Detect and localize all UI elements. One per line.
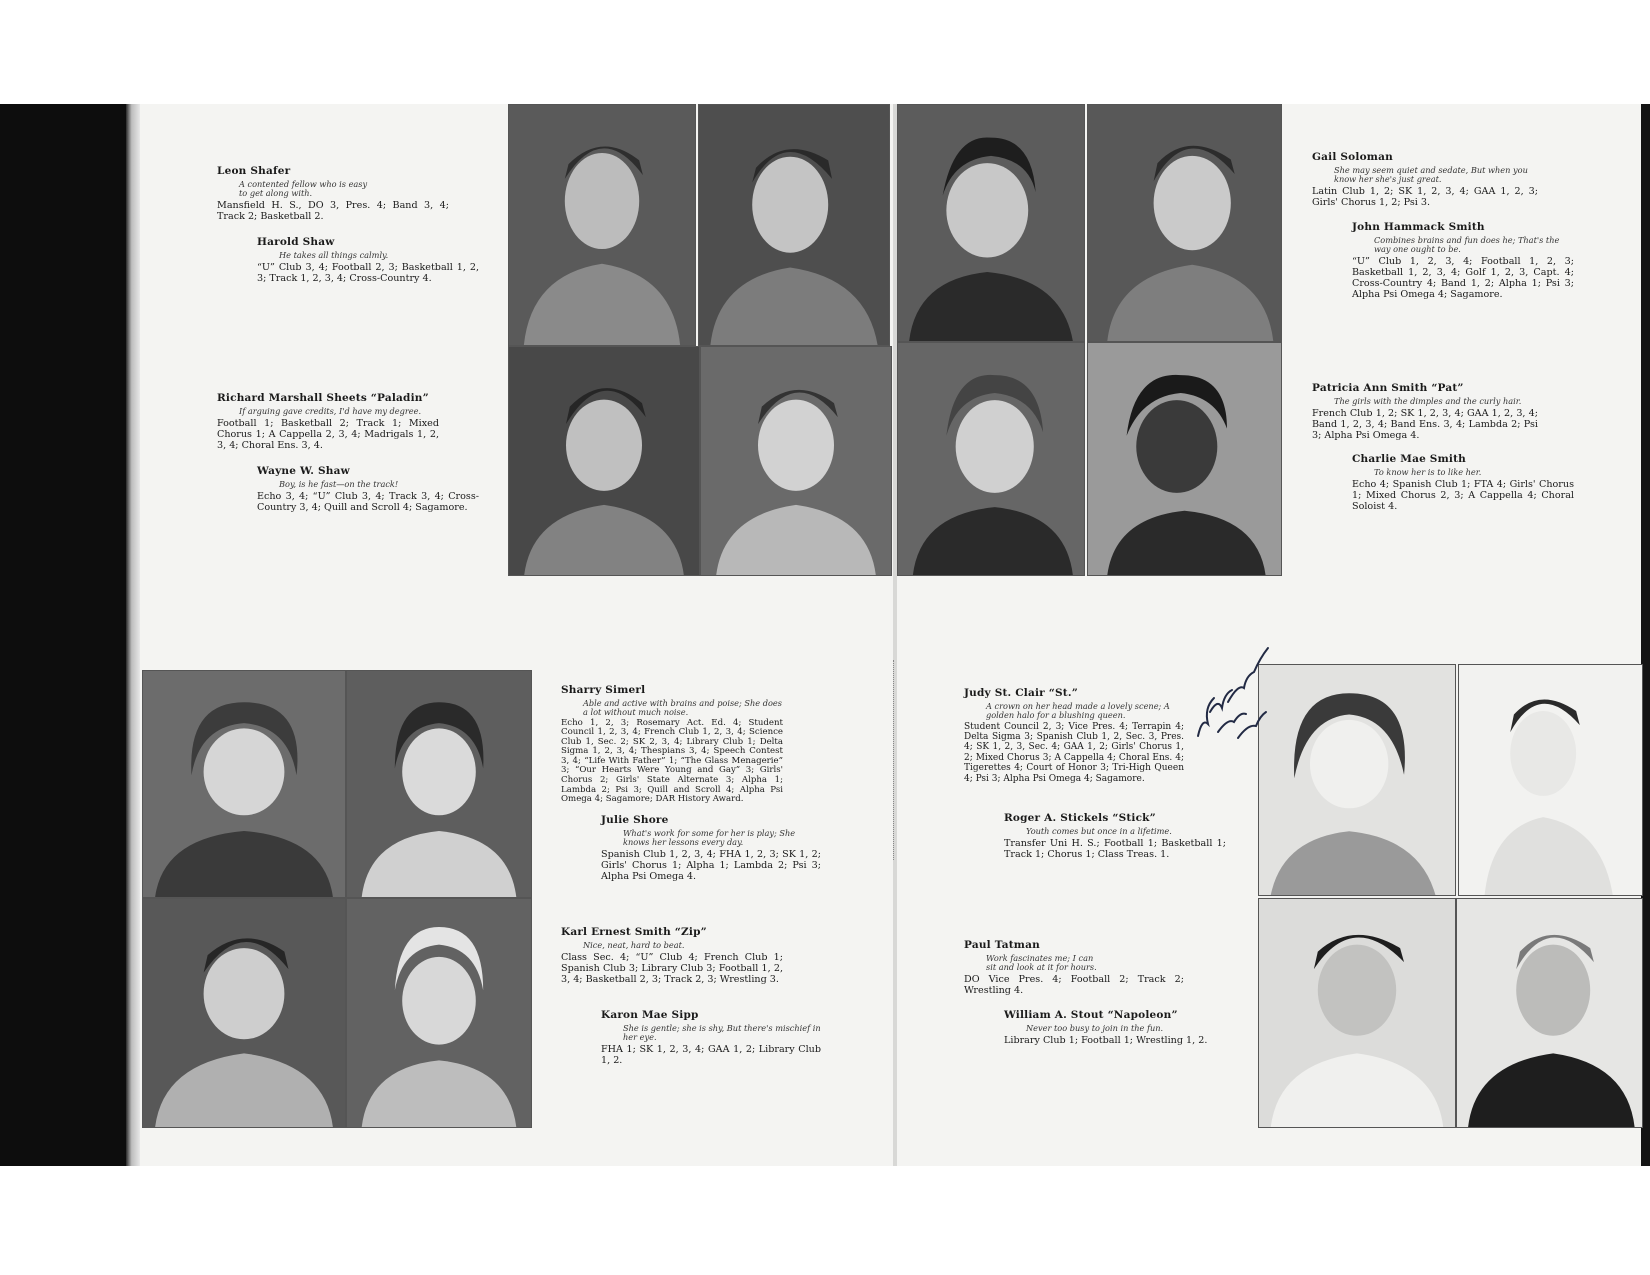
- student-motto: Combines brains and fun does he; That's the way one ought to be.: [1374, 234, 1560, 254]
- student-motto: Youth comes but once in a lifetime.: [1026, 825, 1172, 836]
- student-activities: Echo 4; Spanish Club 1; FTA 4; Girls' Chorus 1; Mixed Chorus 2, 3; A Cappella 4; Choral Soloist 4.: [1352, 478, 1574, 512]
- student-entry: [964, 940, 1184, 996]
- student-entry: [217, 393, 439, 451]
- student-motto: Nice, neat, hard to beat.: [583, 939, 685, 950]
- student-entry: [1352, 222, 1574, 300]
- student-entry: [1312, 152, 1538, 208]
- student-entry: [561, 685, 783, 805]
- student-name: William A. Stout “Napoleon”: [1004, 1009, 1178, 1021]
- student-entry: [1004, 813, 1226, 860]
- student-activities: Football 1; Basketball 2; Track 1; Mixed Chorus 1; A Cappella 2, 3, 4; Madrigals 1, 2, 3, 4; Choral Ens. 3, 4.: [217, 417, 439, 451]
- student-activities: Student Council 2, 3; Vice Pres. 4; Terrapin 4; Delta Sigma 3; Spanish Club 1, 2, Sec. 3, Pres. 4; SK 1, 2, 3, Sec. 4; GAA 1, 2; Girls' Chorus 1, 2; Mixed Chorus 3; A Cappella 4; Choral Ens. 4; Tigerettes 4; Court of Honor 3; Tri-High Queen 4; Psi 3; Alpha Psi Omega 4; Sagamore.: [964, 721, 1184, 784]
- student-motto: A crown on her head made a lovely scene; A golden halo for a blushing queen.: [986, 700, 1170, 720]
- portrait-photo: [698, 104, 890, 346]
- student-name: Karl Ernest Smith “Zip”: [561, 926, 707, 938]
- student-entry: [601, 815, 821, 882]
- portrait-photo: [508, 346, 700, 576]
- gutter-marks: [893, 660, 898, 860]
- student-motto: Boy, is he fast—on the track!: [279, 478, 399, 489]
- student-name: Judy St. Clair “St.”: [964, 687, 1078, 699]
- student-motto: A contented fellow who is easy to get along with.: [239, 178, 368, 198]
- portrait-photo: [1258, 664, 1456, 896]
- student-motto: She is gentle; she is shy, But there's mischief in her eye.: [623, 1022, 821, 1042]
- student-activities: Echo 3, 4; “U” Club 3, 4; Track 3, 4; Cross-Country 3, 4; Quill and Scroll 4; Sagamore.: [257, 490, 479, 513]
- student-name: Gail Soloman: [1312, 151, 1393, 163]
- student-name: John Hammack Smith: [1352, 221, 1485, 233]
- student-motto: To know her is to like her.: [1374, 466, 1482, 477]
- student-name: Wayne W. Shaw: [257, 465, 350, 477]
- portrait-photo: [700, 346, 892, 576]
- student-activities: Library Club 1; Football 1; Wrestling 1, 2.: [1004, 1034, 1208, 1046]
- portrait-photo: [897, 104, 1085, 342]
- student-motto: He takes all things calmly.: [279, 249, 389, 260]
- portrait-photo: [508, 104, 696, 346]
- student-entry: [257, 466, 479, 513]
- student-motto: The girls with the dimples and the curly hair.: [1334, 395, 1522, 406]
- portrait-photo: [897, 342, 1085, 576]
- student-entry: [217, 166, 467, 222]
- student-name: Paul Tatman: [964, 939, 1040, 951]
- book-binding: [0, 104, 128, 1166]
- portrait-photo: [1258, 898, 1456, 1128]
- student-name: Patricia Ann Smith “Pat”: [1312, 382, 1464, 394]
- student-motto: Never too busy to join in the fun.: [1026, 1022, 1164, 1033]
- student-name: Harold Shaw: [257, 236, 335, 248]
- student-activities: Class Sec. 4; “U” Club 4; French Club 1; Spanish Club 3; Library Club 3; Football 1, 2, 3, 4; Basketball 2, 3; Track 2, 3; Wrestling 3.: [561, 951, 783, 985]
- student-activities: Latin Club 1, 2; SK 1, 2, 3, 4; GAA 1, 2, 3; Girls' Chorus 1, 2; Psi 3.: [1312, 185, 1538, 208]
- student-entry: [964, 688, 1184, 784]
- student-name: Karon Mae Sipp: [601, 1009, 699, 1021]
- student-activities: Echo 1, 2, 3; Rosemary Act. Ed. 4; Student Council 1, 2, 3, 4; French Club 1, 2, 3, 4; Science Club 1, Sec. 2; SK 2, 3, 4; Library Club 1; Delta Sigma 1, 2, 3, 4; Thespians 3, 4; Speech Contest 3, 4; “Life With Father” 1; “The Glass Menagerie” 3; “Our Hearts Were Young and Gay” 3; Girls' Chorus 2; Girls' State Alternate 3; Alpha 1; Lambda 2; Psi 3; Quill and Scroll 4; Alpha Psi Omega 4; Sagamore; DAR History Award.: [561, 717, 783, 805]
- student-activities: Transfer Uni H. S.; Football 1; Basketball 1; Track 1; Chorus 1; Class Treas. 1.: [1004, 837, 1226, 860]
- portrait-photo: [1087, 342, 1282, 576]
- student-motto: Able and active with brains and poise; She does a lot without much noise.: [583, 697, 782, 717]
- student-activities: French Club 1, 2; SK 1, 2, 3, 4; GAA 1, 2, 3, 4; Band 1, 2, 3, 4; Band Ens. 3, 4; Lambda 2; Psi 3; Alpha Psi Omega 4.: [1312, 407, 1538, 441]
- student-name: Richard Marshall Sheets “Paladin”: [217, 392, 429, 404]
- student-entry: [1004, 1010, 1230, 1046]
- portrait-photo: [346, 898, 532, 1128]
- student-entry: [1352, 454, 1574, 512]
- binding-edge: [126, 104, 140, 1166]
- student-activities: Spanish Club 1, 2, 3, 4; FHA 1, 2, 3; SK 1, 2; Girls' Chorus 1; Alpha 1; Lambda 2; Psi 3; Alpha Psi Omega 4.: [601, 848, 821, 882]
- student-entry: [1312, 383, 1538, 441]
- student-name: Julie Shore: [601, 814, 669, 826]
- student-motto: Work fascinates me; I can sit and look at it for hours.: [986, 952, 1097, 972]
- portrait-photo: [1458, 664, 1643, 896]
- student-motto: What's work for some for her is play; She knows her lessons every day.: [623, 827, 796, 847]
- student-name: Roger A. Stickels “Stick”: [1004, 812, 1156, 824]
- student-name: Leon Shafer: [217, 165, 291, 177]
- student-entry: [601, 1010, 821, 1066]
- student-activities: “U” Club 1, 2, 3, 4; Football 1, 2, 3; Basketball 1, 2, 3, 4; Golf 1, 2, 3, Capt. 4; Cross-Country 4; Band 1, 2; Alpha 1; Psi 3; Alpha Psi Omega 4; Sagamore.: [1352, 255, 1574, 300]
- portrait-photo: [346, 670, 532, 898]
- student-activities: FHA 1; SK 1, 2, 3, 4; GAA 1, 2; Library Club 1, 2.: [601, 1043, 821, 1066]
- student-name: Charlie Mae Smith: [1352, 453, 1466, 465]
- portrait-photo: [1087, 104, 1282, 342]
- handwritten-signature: [1188, 628, 1278, 748]
- student-entry: [257, 237, 479, 284]
- portrait-photo: [142, 670, 346, 898]
- student-name: Sharry Simerl: [561, 684, 646, 696]
- student-activities: “U” Club 3, 4; Football 2, 3; Basketball 1, 2, 3; Track 1, 2, 3, 4; Cross-Country 4.: [257, 261, 479, 284]
- student-activities: DO Vice Pres. 4; Football 2; Track 2; Wrestling 4.: [964, 973, 1184, 996]
- portrait-photo: [1456, 898, 1643, 1128]
- portrait-photo: [142, 898, 346, 1128]
- student-motto: She may seem quiet and sedate, But when you know her she's just great.: [1334, 164, 1528, 184]
- student-motto: If arguing gave credits, I'd have my degree.: [239, 405, 422, 416]
- student-entry: [561, 927, 783, 985]
- student-activities: Mansfield H. S., DO 3, Pres. 4; Band 3, 4; Track 2; Basketball 2.: [217, 199, 449, 222]
